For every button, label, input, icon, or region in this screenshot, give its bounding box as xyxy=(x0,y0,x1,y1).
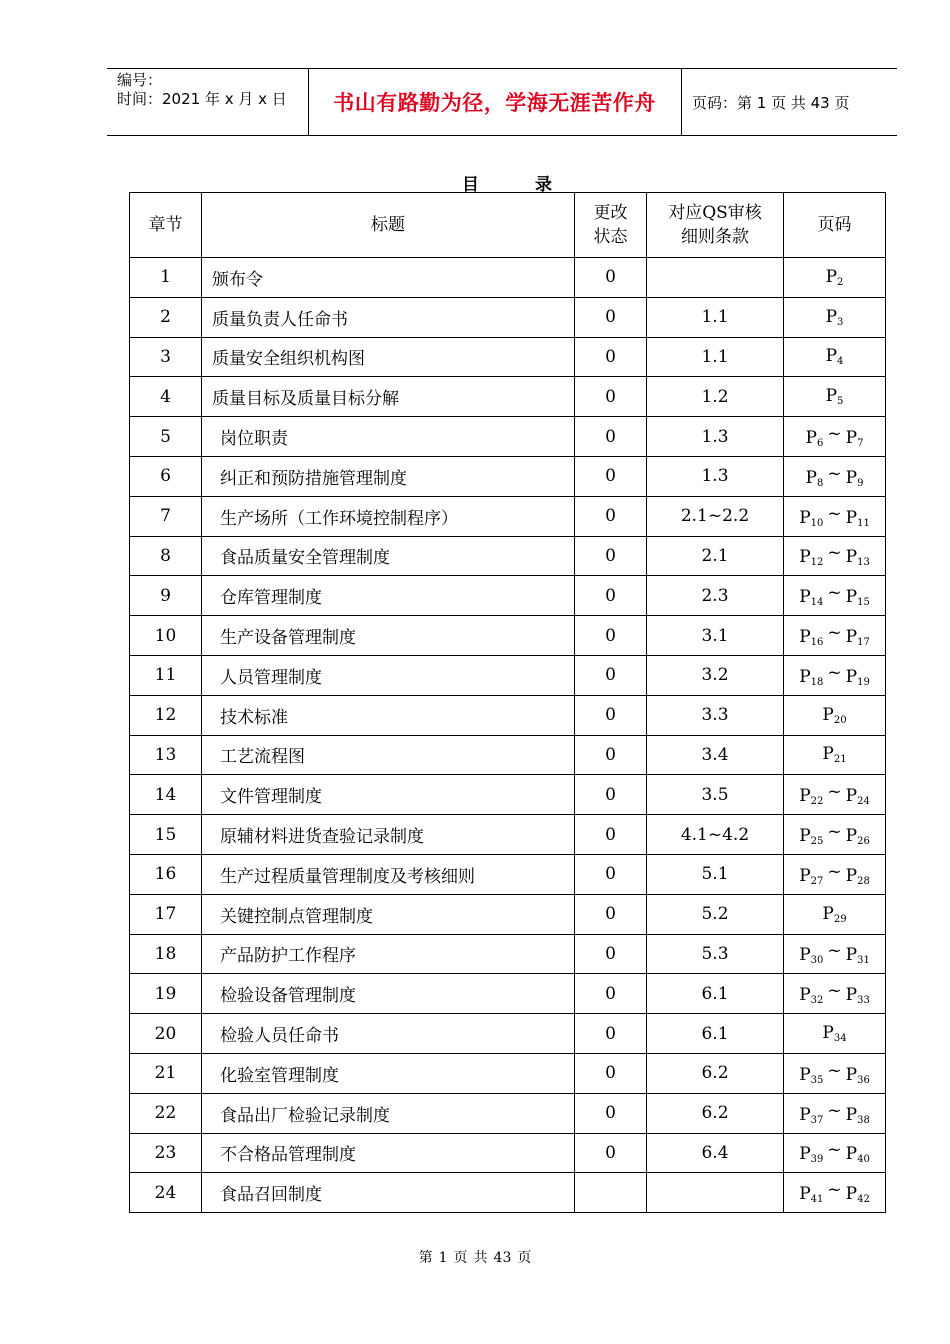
row-page xyxy=(784,377,886,417)
table-row xyxy=(130,337,886,377)
row-page xyxy=(784,1014,886,1054)
row-title: 生产过程质量管理制度及考核细则 xyxy=(202,854,575,894)
page-start: 27 xyxy=(810,875,824,887)
row-revision: 0 xyxy=(575,297,647,337)
page-end: 28 xyxy=(857,875,870,887)
row-title: 质量安全组织机构图 xyxy=(202,337,575,377)
page-prefix: P xyxy=(825,386,838,407)
range-separator: ~ xyxy=(827,1060,842,1081)
page-start: 6 xyxy=(817,438,824,450)
page-prefix: P xyxy=(799,985,811,1006)
row-revision: 0 xyxy=(575,1014,647,1054)
page-prefix: P xyxy=(822,1023,834,1044)
row-title: 技术标准 xyxy=(202,695,575,735)
row-title: 化验室管理制度 xyxy=(202,1053,575,1093)
header-divider xyxy=(681,68,682,135)
row-page xyxy=(784,536,886,576)
row-page xyxy=(784,1133,886,1173)
row-qs-clause: 6.4 xyxy=(647,1133,784,1173)
page-start: 39 xyxy=(810,1154,824,1166)
page-start: 14 xyxy=(810,597,824,609)
doc-number-label: 编号： xyxy=(117,71,163,89)
row-page xyxy=(784,854,886,894)
table-row xyxy=(130,496,886,536)
range-separator: ~ xyxy=(827,662,842,683)
row-page xyxy=(784,695,886,735)
page-end: 33 xyxy=(857,995,870,1007)
toc-table xyxy=(129,192,886,1213)
col-revision-line: 更改 xyxy=(593,203,628,223)
col-page: 页码 xyxy=(784,193,886,258)
table-row xyxy=(130,1133,886,1173)
row-title: 生产场所（工作环境控制程序） xyxy=(202,496,575,536)
row-page xyxy=(784,417,886,457)
page-prefix: P xyxy=(845,1064,858,1085)
footer-current-page: 1 xyxy=(438,1250,448,1266)
row-qs-clause: 1.3 xyxy=(647,456,784,496)
table-row xyxy=(130,1093,886,1133)
row-qs-clause: 6.2 xyxy=(647,1053,784,1093)
row-chapter: 4 xyxy=(130,377,202,417)
row-title: 质量负责人任命书 xyxy=(202,297,575,337)
row-title: 仓库管理制度 xyxy=(202,576,575,616)
footer-text: 页 xyxy=(453,1250,468,1266)
page-end: 13 xyxy=(857,557,870,569)
toc-body xyxy=(130,258,886,1213)
page-end: 38 xyxy=(857,1114,870,1126)
row-revision: 0 xyxy=(575,258,647,298)
col-revision xyxy=(575,193,647,258)
page-prefix: P xyxy=(845,428,858,449)
page-end: 24 xyxy=(857,796,870,808)
row-revision: 0 xyxy=(575,735,647,775)
row-chapter: 17 xyxy=(130,894,202,934)
row-title: 食品质量安全管理制度 xyxy=(202,536,575,576)
row-revision: 0 xyxy=(575,496,647,536)
page-start: 34 xyxy=(833,1033,847,1045)
table-row xyxy=(130,297,886,337)
page-start: 35 xyxy=(810,1074,824,1086)
row-qs-clause xyxy=(647,258,784,298)
row-page xyxy=(784,1053,886,1093)
row-qs-clause: 6.2 xyxy=(647,1093,784,1133)
page-end: 26 xyxy=(857,836,870,848)
row-qs-clause: 3.2 xyxy=(647,655,784,695)
row-page xyxy=(784,576,886,616)
row-title: 食品召回制度 xyxy=(202,1173,575,1213)
doc-time-label: 时间：2021 年 x 月 x 日 xyxy=(117,90,287,108)
page-end: 9 xyxy=(857,477,864,489)
row-chapter: 21 xyxy=(130,1053,202,1093)
row-qs-clause: 2.1 xyxy=(647,536,784,576)
row-qs-clause xyxy=(647,1173,784,1213)
row-chapter: 11 xyxy=(130,655,202,695)
row-qs-clause: 1.1 xyxy=(647,297,784,337)
page-prefix: P xyxy=(799,1184,811,1205)
page-prefix: P xyxy=(822,704,834,725)
page-start: 30 xyxy=(810,955,824,967)
row-page xyxy=(784,974,886,1014)
row-qs-clause: 5.1 xyxy=(647,854,784,894)
row-qs-clause: 3.3 xyxy=(647,695,784,735)
row-revision: 0 xyxy=(575,815,647,855)
row-qs-clause: 5.3 xyxy=(647,934,784,974)
page-prefix: P xyxy=(845,627,858,648)
row-qs-clause: 1.2 xyxy=(647,377,784,417)
row-chapter: 22 xyxy=(130,1093,202,1133)
page-prefix: P xyxy=(799,1144,811,1165)
page-prefix: P xyxy=(845,1184,858,1205)
table-row xyxy=(130,377,886,417)
page-end: 36 xyxy=(857,1074,870,1086)
page-prefix: P xyxy=(799,786,811,807)
range-separator: ~ xyxy=(827,583,842,604)
table-row xyxy=(130,1014,886,1054)
page-start: 2 xyxy=(837,276,844,288)
footer-total-pages: 43 xyxy=(493,1250,512,1266)
page-prefix: P xyxy=(845,1104,858,1125)
row-chapter: 12 xyxy=(130,695,202,735)
table-row xyxy=(130,854,886,894)
row-qs-clause: 2.1~2.2 xyxy=(647,496,784,536)
row-chapter: 2 xyxy=(130,297,202,337)
row-revision: 0 xyxy=(575,377,647,417)
page-prefix: P xyxy=(845,786,858,807)
table-row xyxy=(130,576,886,616)
row-title: 产品防护工作程序 xyxy=(202,934,575,974)
row-qs-clause: 6.1 xyxy=(647,1014,784,1054)
row-revision: 0 xyxy=(575,854,647,894)
page-prefix: P xyxy=(825,266,838,287)
row-revision: 0 xyxy=(575,934,647,974)
row-title: 质量目标及质量目标分解 xyxy=(202,377,575,417)
row-page xyxy=(784,735,886,775)
col-qs xyxy=(647,193,784,258)
page-prefix: P xyxy=(845,507,858,528)
row-title: 检验人员任命书 xyxy=(202,1014,575,1054)
range-separator: ~ xyxy=(827,1100,842,1121)
range-separator: ~ xyxy=(827,822,842,843)
page-prefix: P xyxy=(822,903,834,924)
row-revision: 0 xyxy=(575,775,647,815)
page-end: 42 xyxy=(857,1194,870,1206)
row-page xyxy=(784,258,886,298)
page-prefix: P xyxy=(799,1104,811,1125)
page-prefix: P xyxy=(799,507,811,528)
row-chapter: 3 xyxy=(130,337,202,377)
page-prefix: P xyxy=(799,666,811,687)
range-separator: ~ xyxy=(827,1180,842,1201)
page-prefix: P xyxy=(805,428,817,449)
page-end: 7 xyxy=(857,438,864,450)
page-footer xyxy=(0,1247,950,1267)
page-start: 21 xyxy=(833,754,847,766)
row-revision: 0 xyxy=(575,616,647,656)
page-end: 31 xyxy=(857,955,870,967)
row-title: 颁布令 xyxy=(202,258,575,298)
row-title: 食品出厂检验记录制度 xyxy=(202,1093,575,1133)
row-revision: 0 xyxy=(575,417,647,457)
range-separator: ~ xyxy=(827,503,842,524)
page-prefix: P xyxy=(825,346,838,367)
row-chapter: 8 xyxy=(130,536,202,576)
row-chapter: 10 xyxy=(130,616,202,656)
page-start: 8 xyxy=(817,477,824,489)
table-row xyxy=(130,894,886,934)
range-separator: ~ xyxy=(827,623,842,644)
range-separator: ~ xyxy=(827,941,842,962)
row-page xyxy=(784,1093,886,1133)
page-prefix: P xyxy=(845,865,858,886)
row-chapter: 14 xyxy=(130,775,202,815)
page-end: 11 xyxy=(857,517,870,529)
row-revision: 0 xyxy=(575,576,647,616)
range-separator: ~ xyxy=(827,424,842,445)
table-row xyxy=(130,417,886,457)
page-end: 40 xyxy=(857,1154,870,1166)
row-page xyxy=(784,456,886,496)
row-page xyxy=(784,337,886,377)
table-row xyxy=(130,735,886,775)
page-start: 12 xyxy=(810,557,824,569)
page-prefix: P xyxy=(845,1144,858,1165)
range-separator: ~ xyxy=(827,782,842,803)
page-start: 3 xyxy=(837,316,844,328)
row-title: 检验设备管理制度 xyxy=(202,974,575,1014)
toc-header-row xyxy=(130,193,886,258)
page-prefix: P xyxy=(805,467,817,488)
table-row xyxy=(130,616,886,656)
page-start: 10 xyxy=(810,517,824,529)
row-revision: 0 xyxy=(575,974,647,1014)
page-end: 17 xyxy=(857,637,870,649)
row-page xyxy=(784,934,886,974)
page-prefix: P xyxy=(845,945,858,966)
col-qs-line: 细则条款 xyxy=(681,227,749,247)
page-prefix: P xyxy=(799,826,811,847)
page-start: 29 xyxy=(833,913,847,925)
row-qs-clause: 1.3 xyxy=(647,417,784,457)
table-row xyxy=(130,974,886,1014)
row-page xyxy=(784,1173,886,1213)
page-start: 32 xyxy=(810,995,824,1007)
row-chapter: 13 xyxy=(130,735,202,775)
table-row xyxy=(130,1053,886,1093)
page-prefix: P xyxy=(799,865,811,886)
page-end: 15 xyxy=(857,597,870,609)
row-qs-clause: 4.1~4.2 xyxy=(647,815,784,855)
row-title: 纠正和预防措施管理制度 xyxy=(202,456,575,496)
toc-title-char: 录 xyxy=(535,175,552,195)
row-chapter: 23 xyxy=(130,1133,202,1173)
row-qs-clause: 2.3 xyxy=(647,576,784,616)
page-prefix: P xyxy=(845,587,858,608)
range-separator: ~ xyxy=(827,463,842,484)
row-title: 关键控制点管理制度 xyxy=(202,894,575,934)
row-chapter: 15 xyxy=(130,815,202,855)
page-prefix: P xyxy=(825,306,838,327)
row-page xyxy=(784,297,886,337)
table-row xyxy=(130,536,886,576)
page-end: 19 xyxy=(857,676,870,688)
row-page xyxy=(784,815,886,855)
row-title: 人员管理制度 xyxy=(202,655,575,695)
row-chapter: 18 xyxy=(130,934,202,974)
table-row xyxy=(130,258,886,298)
row-revision: 0 xyxy=(575,1053,647,1093)
header-meta xyxy=(117,71,287,109)
page-start: 4 xyxy=(837,356,844,368)
row-page xyxy=(784,894,886,934)
row-revision xyxy=(575,1173,647,1213)
row-title: 不合格品管理制度 xyxy=(202,1133,575,1173)
page-prefix: P xyxy=(845,666,858,687)
page-prefix: P xyxy=(799,587,811,608)
page-start: 37 xyxy=(810,1114,824,1126)
page-prefix: P xyxy=(845,547,858,568)
range-separator: ~ xyxy=(827,981,842,1002)
table-row xyxy=(130,655,886,695)
range-separator: ~ xyxy=(827,543,842,564)
row-title: 工艺流程图 xyxy=(202,735,575,775)
range-separator: ~ xyxy=(827,1140,842,1161)
page-start: 22 xyxy=(810,796,824,808)
col-title: 标题 xyxy=(202,193,575,258)
row-page xyxy=(784,496,886,536)
page-prefix: P xyxy=(799,945,811,966)
row-revision: 0 xyxy=(575,655,647,695)
row-qs-clause: 3.1 xyxy=(647,616,784,656)
table-row xyxy=(130,815,886,855)
table-row xyxy=(130,1173,886,1213)
page-prefix: P xyxy=(845,467,858,488)
row-chapter: 19 xyxy=(130,974,202,1014)
row-chapter: 5 xyxy=(130,417,202,457)
row-chapter: 9 xyxy=(130,576,202,616)
toc-title-char: 目 xyxy=(462,175,479,195)
table-row xyxy=(130,695,886,735)
row-revision: 0 xyxy=(575,456,647,496)
page-prefix: P xyxy=(822,744,834,765)
col-qs-line: 对应QS审核 xyxy=(668,203,762,223)
header-motto: 书山有路勤为径，学海无涯苦作舟 xyxy=(333,90,656,115)
row-revision: 0 xyxy=(575,1093,647,1133)
row-revision: 0 xyxy=(575,337,647,377)
row-chapter: 20 xyxy=(130,1014,202,1054)
row-title: 文件管理制度 xyxy=(202,775,575,815)
page-start: 5 xyxy=(837,396,844,408)
row-page xyxy=(784,775,886,815)
page-start: 25 xyxy=(810,836,824,848)
table-row xyxy=(130,456,886,496)
header-page-label: 页码：第 1 页 共 43 页 xyxy=(692,94,850,112)
page-start: 18 xyxy=(810,676,824,688)
footer-text: 共 xyxy=(473,1250,488,1266)
footer-text: 第 xyxy=(418,1250,433,1266)
range-separator: ~ xyxy=(827,861,842,882)
col-chapter: 章节 xyxy=(130,193,202,258)
page-prefix: P xyxy=(845,985,858,1006)
page-start: 20 xyxy=(833,714,847,726)
row-revision: 0 xyxy=(575,894,647,934)
row-chapter: 16 xyxy=(130,854,202,894)
footer-text: 页 xyxy=(517,1250,532,1266)
page-prefix: P xyxy=(799,547,811,568)
page-prefix: P xyxy=(799,627,811,648)
row-revision: 0 xyxy=(575,536,647,576)
row-title: 原辅材料进货查验记录制度 xyxy=(202,815,575,855)
row-page xyxy=(784,655,886,695)
row-qs-clause: 5.2 xyxy=(647,894,784,934)
row-revision: 0 xyxy=(575,695,647,735)
page-prefix: P xyxy=(799,1064,811,1085)
row-chapter: 1 xyxy=(130,258,202,298)
row-title: 岗位职责 xyxy=(202,417,575,457)
page-start: 16 xyxy=(810,637,824,649)
table-row xyxy=(130,934,886,974)
page-start: 41 xyxy=(810,1194,824,1206)
row-qs-clause: 6.1 xyxy=(647,974,784,1014)
row-chapter: 24 xyxy=(130,1173,202,1213)
row-chapter: 7 xyxy=(130,496,202,536)
col-revision-line: 状态 xyxy=(593,227,628,247)
row-chapter: 6 xyxy=(130,456,202,496)
header-bottom-rule xyxy=(107,135,897,136)
row-qs-clause: 1.1 xyxy=(647,337,784,377)
row-page xyxy=(784,616,886,656)
row-revision: 0 xyxy=(575,1133,647,1173)
row-qs-clause: 3.5 xyxy=(647,775,784,815)
table-row xyxy=(130,775,886,815)
row-qs-clause: 3.4 xyxy=(647,735,784,775)
page-prefix: P xyxy=(845,826,858,847)
row-title: 生产设备管理制度 xyxy=(202,616,575,656)
